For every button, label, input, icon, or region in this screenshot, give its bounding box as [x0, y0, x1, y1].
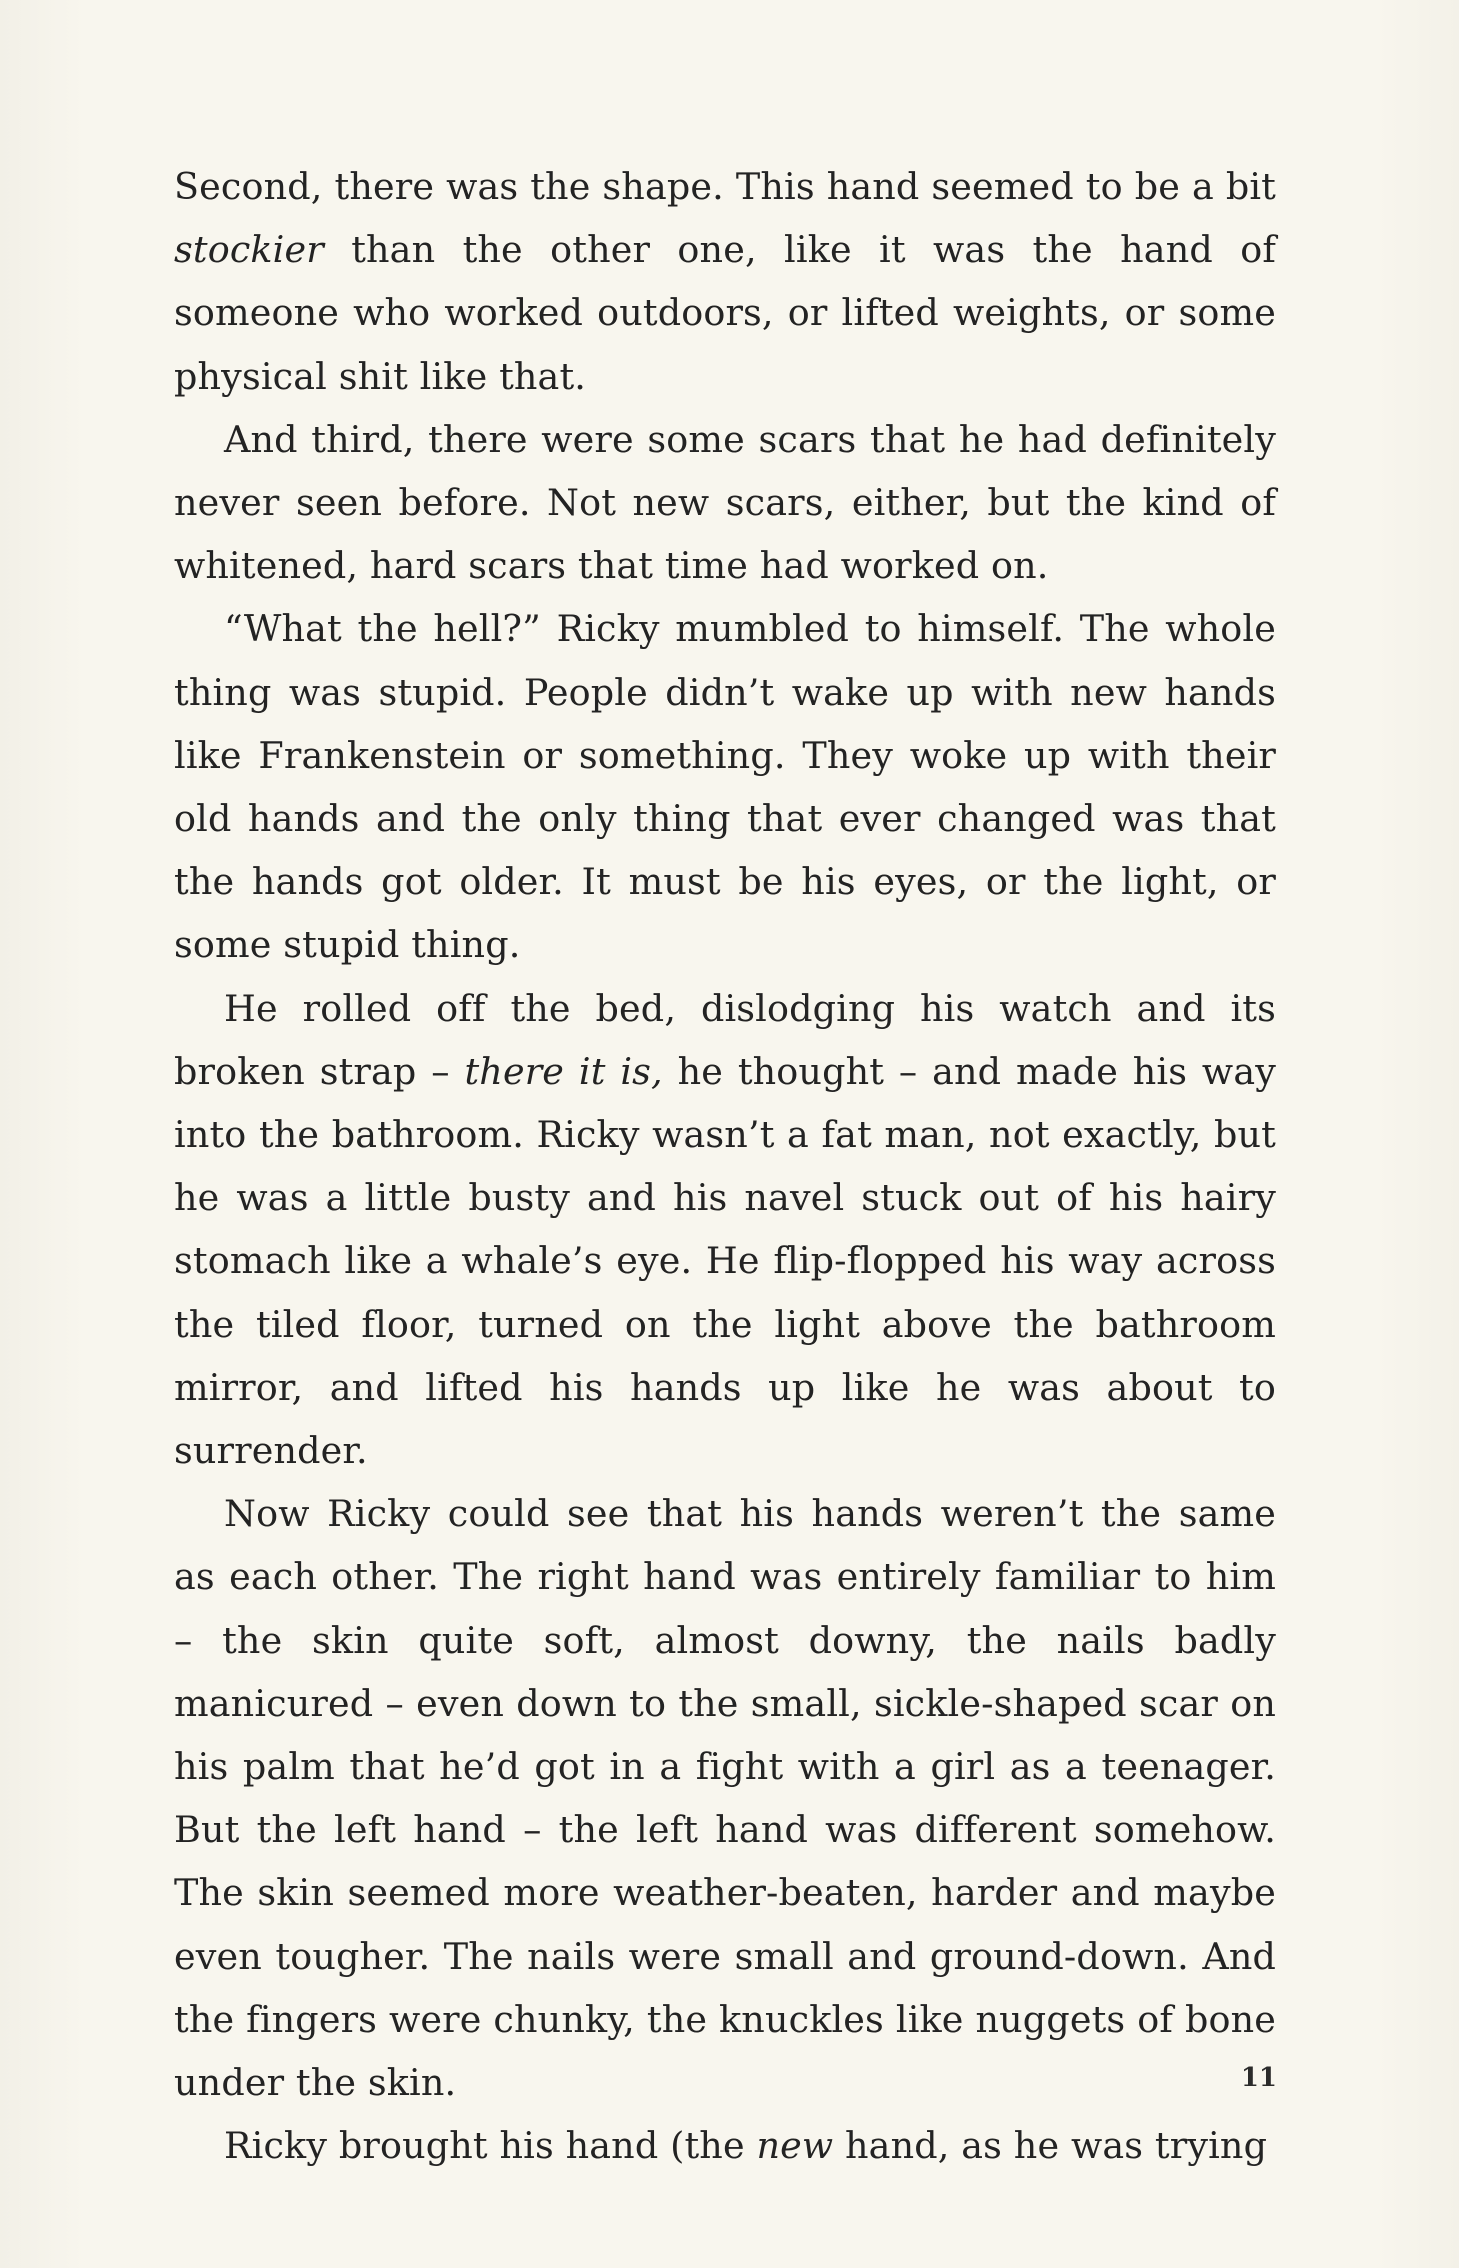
text-run: Second, there was the shape. This hand seemed to be a bit	[174, 165, 1276, 208]
page-number: 11	[1240, 2063, 1277, 2093]
text-run: He rolled off the bed, dislodging his watch and its broken strap –	[174, 986, 1276, 1093]
paragraph	[174, 2114, 1276, 2177]
text-run: than the other one, like it was the hand of someone who worked outdoors, or lifted weights, or some physical shit like that.	[174, 228, 1276, 398]
italic-text: new	[756, 2124, 834, 2168]
paragraph	[174, 1482, 1276, 2114]
paragraph	[174, 597, 1276, 976]
text-run: Now Ricky could see that his hands weren’t the same as each other. The right hand was entirely familiar to him – the skin quite soft, almost downy, the nails badly manicured – even down to the small, sickle-shaped scar on his palm that he’d got in a fight with a girl as a teenager. But the left hand – the left hand was different somehow. The skin seemed more weather-beaten, harder and maybe even tougher. The nails were small and ground-down. And the fingers were chunky, the knuckles like nuggets of bone under the skin.	[174, 1492, 1276, 2105]
paragraph	[174, 977, 1276, 1483]
text-run: “What the hell?” Ricky mumbled to himself. The whole thing was stupid. People didn’t wake up with new hands like Frankenstein or something. They woke up with their old hands and the only thing that ever changed was that the hands got older. It must be his eyes, or the light, or some stupid thing.	[174, 607, 1276, 967]
text-run: Ricky brought his hand (the	[224, 2124, 757, 2168]
text-run: And third, there were some scars that he had definitely never seen before. Not new scars, either, but the kind of whitened, hard scars that time had worked on.	[174, 417, 1276, 588]
body-text	[174, 155, 1276, 2178]
italic-text: stockier	[174, 228, 324, 272]
paragraph	[174, 408, 1276, 598]
text-run: hand, as he was trying	[833, 2124, 1268, 2168]
paragraph	[174, 155, 1276, 408]
italic-text: there it is,	[464, 1049, 663, 1093]
text-run: he thought – and made his way into the bathroom. Ricky wasn’t a fat man, not exactly, but he was a little busty and his navel stuck out of his hairy stomach like a whale’s eye. He flip-flopped his way across the tiled floor, turned on the light above the bathroom mirror, and lifted his hands up like he was about to surrender.	[174, 1049, 1277, 1473]
